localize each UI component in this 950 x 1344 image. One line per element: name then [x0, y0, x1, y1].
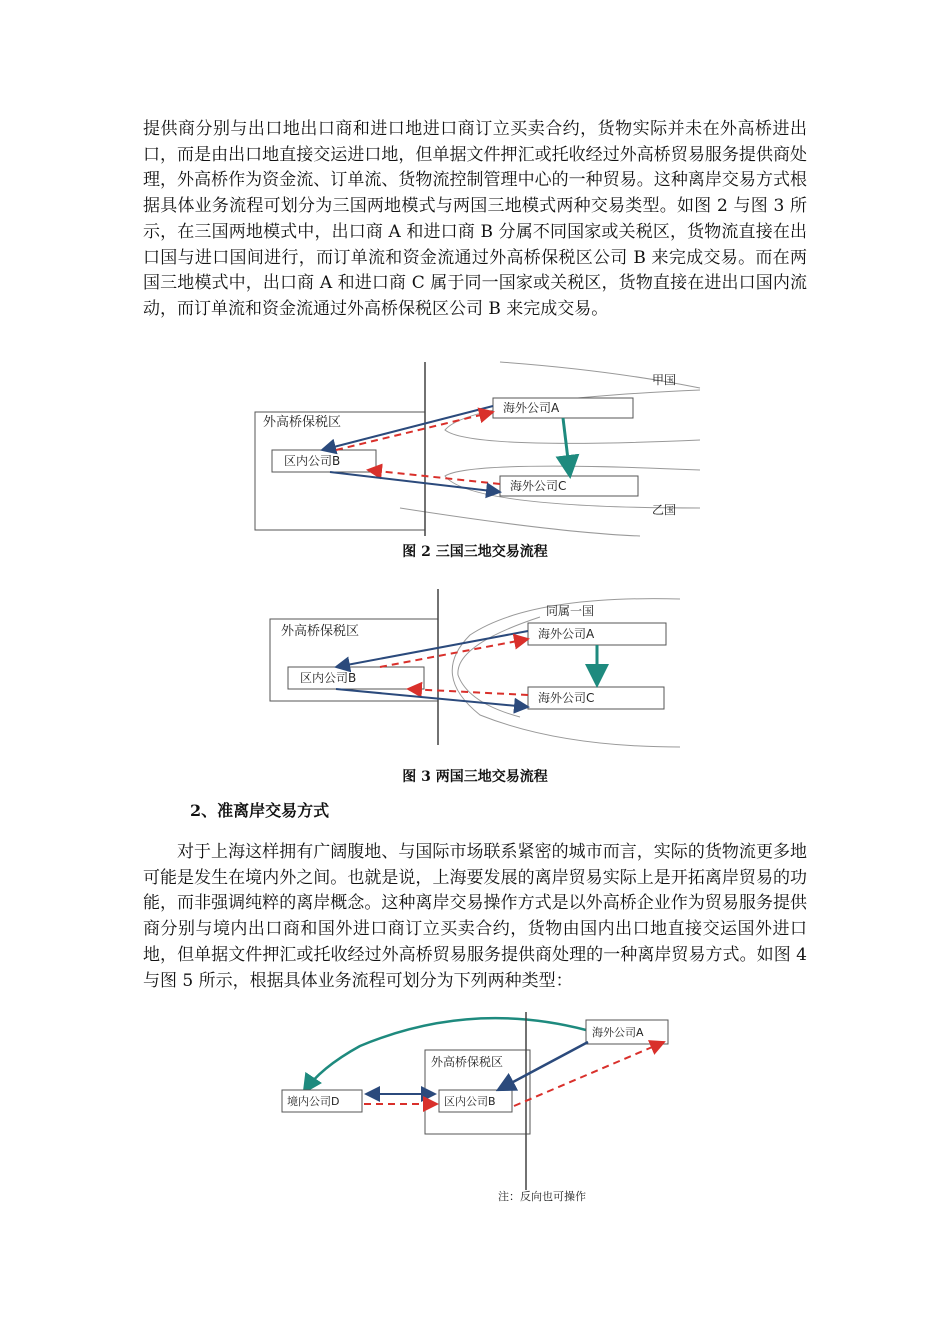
same-country-label: 同属一国 [546, 604, 595, 618]
company-b-label: 区内公司B [284, 454, 341, 468]
company-c-label: 海外公司C [538, 691, 595, 705]
country-boundary-curve-lower [400, 508, 640, 536]
company-a-label: 海外公司A [592, 1026, 644, 1039]
flow-b-to-a-dashed [514, 1042, 664, 1106]
company-d-label: 境内公司D [287, 1095, 340, 1108]
flow-a-to-b [498, 1042, 588, 1090]
country-label-yi: 乙国 [652, 503, 677, 517]
flow-c-to-b-dashed [368, 470, 500, 484]
company-b-label: 区内公司B [444, 1095, 496, 1108]
country-label-jia: 甲国 [652, 373, 677, 387]
figure-2-caption: 图 2 三国三地交易流程 [402, 544, 548, 560]
body-paragraph-2: 对于上海这样拥有广阔腹地、与国际市场联系紧密的城市而言，实际的货物流更多地可能是发生在境内外之间。也就是说，上海要发展的离岸贸易实际上是开拓离岸贸易的功能，而非强调纯粹的离岸概念。这种离岸交易操作方式是以外高桥企业作为贸易服务提供商分别与境内出口商和国外进口商订立买卖合约，货物由国内出口地直接交运国外进口地，但单据文件押汇或托收经过外高桥贸易服务提供商处理的一种离岸贸易方式。如图 4 与图 5 所示，根据具体业务流程可划分为下列两种类型： [143, 842, 807, 991]
figure-3-caption: 图 3 两国三地交易流程 [402, 769, 548, 785]
flow-b-to-a-dashed [336, 412, 493, 450]
same-country-boundary [452, 599, 680, 747]
flow-a-to-b [322, 406, 493, 450]
flow-a-to-b [336, 631, 528, 667]
figure-4-diagram [0, 1008, 950, 1213]
goods-flow-a-to-c [563, 418, 570, 476]
figure-4-note: 注：反向也可操作 [498, 1190, 586, 1203]
flow-b-to-c [336, 689, 528, 707]
figure-3-diagram [0, 585, 950, 755]
section-heading: 2、准离岸交易方式 [190, 801, 330, 820]
body-paragraph-1: 提供商分别与出口地出口商和进口地进口商订立买卖合约，货物实际并未在外高桥进出口，而是由出口地直接交运进口地，但单据文件押汇或托收经过外高桥贸易服务提供商处理，外高桥作为资金流、订单流、货物流控制管理中心的一种贸易。这种离岸交易方式根据具体业务流程可划分为三国两地模式与两国三地模式两种交易类型。如图 2 与图 3 所示，在三国两地模式中，出口商 A 和进口商 B 分属不同国家或关税区，货物流直接在出口国与进口国间进行，而订单流和资金流通过外高桥保税区公司 B 来完成交易。而在两国三地模式中，出口商 A 和进口商 C 属于同一国家或关税区，货物直接在进出口国内流动，而订单流和资金流通过外高桥保税区公司 B 来完成交易。 [143, 119, 807, 319]
company-a-label: 海外公司A [538, 627, 595, 641]
company-b-label: 区内公司B [300, 671, 357, 685]
figure-2-diagram [0, 358, 950, 538]
zone-label: 外高桥保税区 [281, 624, 360, 639]
flow-c-to-b-dashed [408, 689, 528, 695]
company-c-label: 海外公司C [510, 479, 567, 493]
zone-label: 外高桥保税区 [431, 1055, 504, 1069]
zone-label: 外高桥保税区 [263, 415, 342, 430]
company-a-label: 海外公司A [503, 401, 560, 415]
flow-b-to-a-dashed [380, 639, 528, 667]
